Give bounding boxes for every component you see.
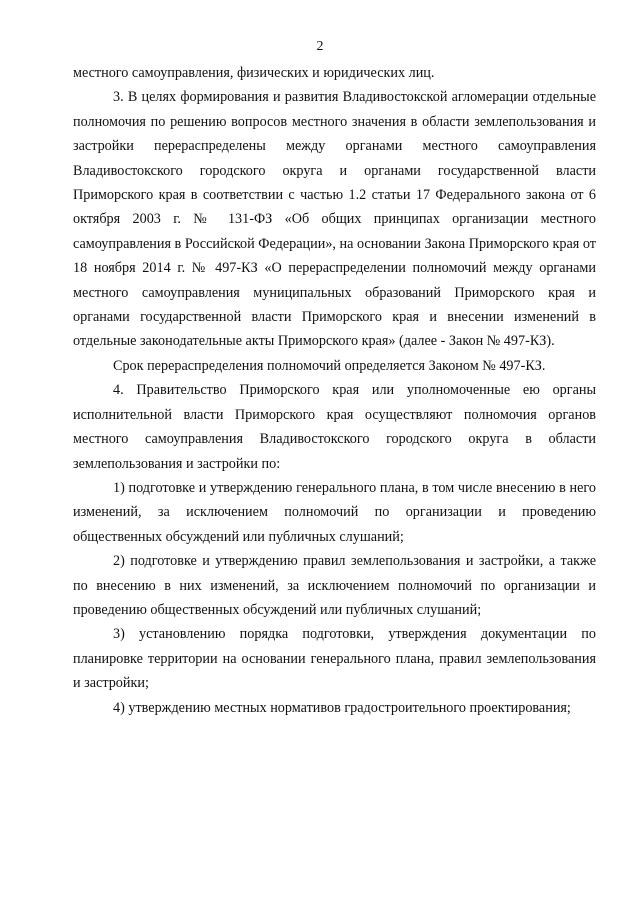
paragraph-item-3: 3. В целях формирования и развития Владивостокской агломерации отдельные полномочия по решению вопросов местного значения в области землепользования и застройки перераспределены между органами местного самоуправления Владивостокского городского округа и органами государственной власти Приморского края в соответствии с частью 1.2 статьи 17 Федерального закона от 6 октября 2003 г. № 131-ФЗ «Об общих принципах организации местного самоуправления в Российской Федерации», на основании Закона Приморского края от 18 ноября 2014 г. № 497-КЗ «О перераспределении полномочий между органами местного самоуправления муниципальных образований Приморского края и органами государственной власти Приморского края и внесении изменений в отдельные законодательные акты Приморского края» (далее - Закон № 497-КЗ). <box>73 89 596 350</box>
subitem-4: 4) утверждению местных нормативов градостроительного проектирования; <box>113 699 571 716</box>
subitem-1: 1) подготовке и утверждению генерального плана, в том числе внесению в него изменений, за исключением полномочий по организации и проведению общественных обсуждений или публичных слушаний; <box>73 479 596 545</box>
paragraph-continuation: местного самоуправления, физических и юридических лиц. <box>73 65 435 81</box>
paragraph-term: Срок перераспределения полномочий определяется Законом № 497-КЗ. <box>113 357 546 374</box>
subitem-3: 3) установлению порядка подготовки, утверждения документации по планировке территории на основании генерального плана, правил землепользования и застройки; <box>73 626 596 692</box>
document-body <box>73 61 596 720</box>
subitem-2: 2) подготовке и утверждению правил землепользования и застройки, а также по внесению в них изменений, за исключением полномочий по организации и проведению общественных обсуждений или публичных слушаний; <box>73 553 596 618</box>
page-number: 2 <box>316 39 324 54</box>
paragraph-item-4: 4. Правительство Приморского края или уполномоченные ею органы исполнительной власти Приморского края осуществляют полномочия органов местного самоуправления Владивостокского городского округа в области землепользования и застройки по: <box>73 382 596 472</box>
